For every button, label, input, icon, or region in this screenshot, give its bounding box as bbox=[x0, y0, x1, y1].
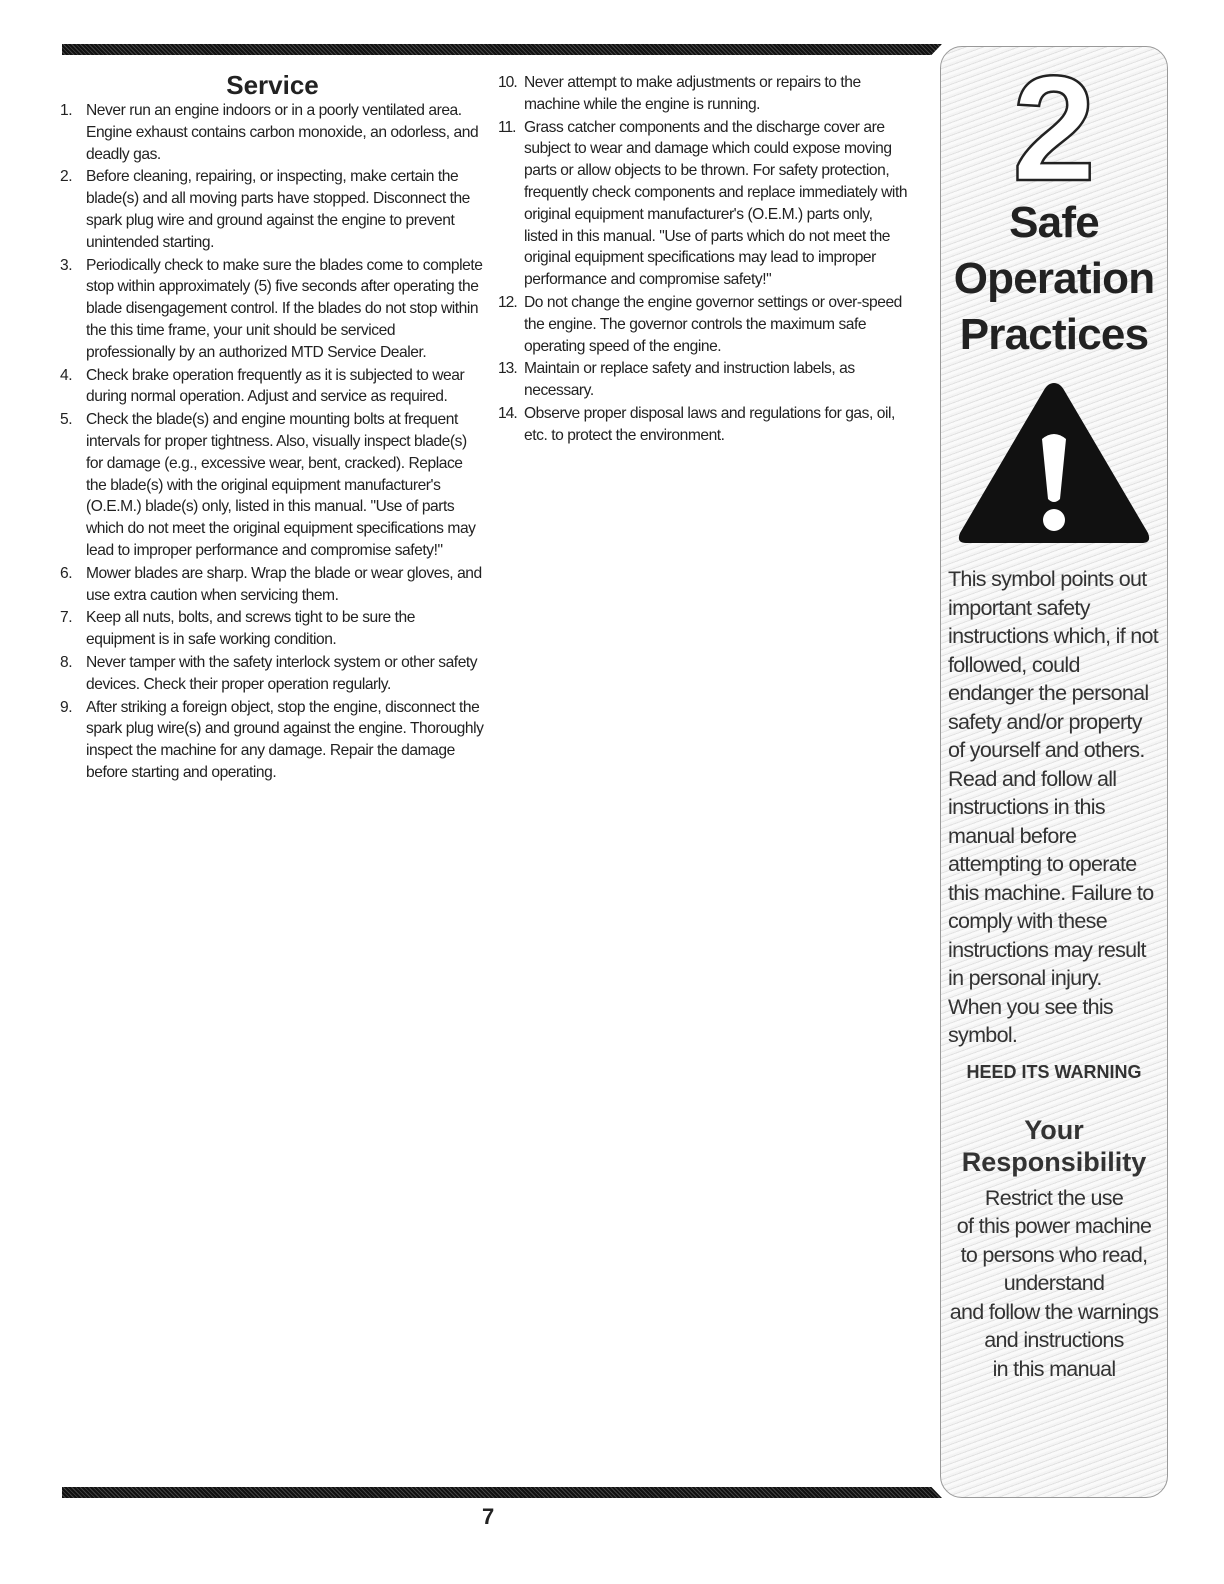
title-line: Safe bbox=[1009, 198, 1099, 247]
list-item bbox=[498, 358, 908, 402]
service-list-continued bbox=[498, 72, 908, 447]
service-column-left bbox=[60, 72, 485, 785]
list-item bbox=[60, 652, 485, 696]
list-item bbox=[60, 607, 485, 651]
title-line: Operation bbox=[953, 254, 1155, 303]
list-item bbox=[498, 292, 908, 357]
list-item bbox=[60, 100, 485, 165]
item-number: 1. bbox=[60, 102, 73, 119]
item-number: 3. bbox=[60, 256, 73, 274]
item-text: Mower blades are sharp. Wrap the blade or wear gloves, and use extra caution when servicing them. bbox=[86, 564, 482, 604]
item-text: Periodically check to make sure the blades come to complete stop within approximately (5) five seconds after operating the blade disengagement control. If the blades do not stop within the this time frame, your unit should be serviced professionally by an authorized MTD Service Dealer. bbox=[86, 256, 483, 361]
item-number: 2. bbox=[60, 168, 73, 186]
responsibility-title: Your Responsibility bbox=[961, 1114, 1147, 1177]
item-number: 13. bbox=[498, 360, 517, 378]
heed-warning: HEED ITS WARNING bbox=[966, 1061, 1142, 1082]
item-text: Maintain or replace safety and instruction labels, as necessary. bbox=[524, 360, 855, 400]
list-item bbox=[60, 365, 485, 409]
service-list bbox=[60, 100, 485, 784]
list-item bbox=[498, 403, 908, 447]
item-text: Grass catcher components and the discharge cover are subject to wear and damage which could expose moving parts or allow objects to be thrown. For safety protection, frequently check components and replace immediately with original equipment manufacturer's (O.E.M.) parts only, listed in this manual. "Use of parts which do not meet the original equipment specifications may lead to improper performance and compromise safety!" bbox=[524, 118, 908, 289]
item-number: 4. bbox=[60, 366, 73, 384]
item-text: Never tamper with the safety interlock system or other safety devices. Check their proper operation regularly. bbox=[86, 653, 478, 693]
item-number: 6. bbox=[60, 564, 73, 582]
service-column-right bbox=[498, 72, 908, 448]
item-text: Observe proper disposal laws and regulations for gas, oil, etc. to protect the environment. bbox=[524, 404, 895, 444]
item-number: 10. bbox=[498, 74, 517, 91]
item-number: 12. bbox=[498, 293, 517, 311]
list-item bbox=[498, 117, 908, 291]
warning-triangle-icon bbox=[954, 377, 1154, 547]
item-text: Never run an engine indoors or in a poorly ventilated area. Engine exhaust contains carbon monoxide, an odorless, and deadly gas. bbox=[86, 102, 479, 163]
chapter-number: 2 bbox=[1012, 44, 1096, 212]
list-item bbox=[60, 409, 485, 562]
top-rule bbox=[62, 44, 942, 55]
section-heading: Service bbox=[226, 70, 319, 100]
symbol-explanation: This symbol points out important safety instructions which, if not followed, could endanger the personal safety and/or property of yourself and others. Read and follow all instructions in this manual before attempting to operate this machine. Failure to comply with these instructions may result in personal injury. When you see this symbol. bbox=[948, 567, 1159, 1047]
chapter-title bbox=[936, 195, 1172, 363]
item-number: 11. bbox=[498, 118, 516, 136]
item-text: Never attempt to make adjustments or repairs to the machine while the engine is running. bbox=[524, 74, 861, 113]
list-item bbox=[60, 255, 485, 364]
item-number: 7. bbox=[60, 609, 73, 627]
item-text: Check the blade(s) and engine mounting bolts at frequent intervals for proper tightness. Also, visually inspect blade(s) for damage (e.g., excessive wear, bent, cracked). Replace the blade(s) with the original equipment manufacturer's (O.E.M.) blade(s) only, listed in this manual. "Use of parts which do not meet the original equipment specifications may lead to improper performance and compromise safety!" bbox=[86, 411, 476, 559]
item-number: 9. bbox=[60, 698, 73, 716]
item-text: Do not change the engine governor settings or over-speed the engine. The governor controls the maximum safe operating speed of the engine. bbox=[524, 293, 902, 355]
item-text: After striking a foreign object, stop the engine, disconnect the spark plug wire(s) and ground against the engine. Thoroughly inspect the machine for any damage. Repair the damage before starting and operating. bbox=[86, 698, 484, 781]
chapter-sidebar bbox=[940, 46, 1168, 1498]
item-number: 14. bbox=[498, 404, 517, 422]
item-text: Before cleaning, repairing, or inspecting, make certain the blade(s) and all moving parts have stopped. Disconnect the spark plug wire and ground against the engine to prevent unintended starting. bbox=[86, 168, 470, 251]
item-text: Check brake operation frequently as it is subjected to wear during normal operation. Adjust and service as required. bbox=[86, 366, 465, 406]
bottom-rule bbox=[62, 1487, 942, 1498]
list-item bbox=[60, 563, 485, 607]
page-number: 7 bbox=[482, 1504, 495, 1529]
item-number: 5. bbox=[60, 411, 73, 429]
list-item bbox=[60, 697, 485, 784]
list-item bbox=[498, 72, 908, 116]
item-text: Keep all nuts, bolts, and screws tight to be sure the equipment is in safe working condition. bbox=[86, 609, 415, 649]
item-number: 8. bbox=[60, 653, 73, 671]
title-line: Practices bbox=[959, 310, 1149, 359]
list-item bbox=[60, 166, 485, 253]
responsibility-text: Restrict the use of this power machine to persons who read, understand and follow the warnings and instructions in this manual bbox=[949, 1185, 1159, 1381]
